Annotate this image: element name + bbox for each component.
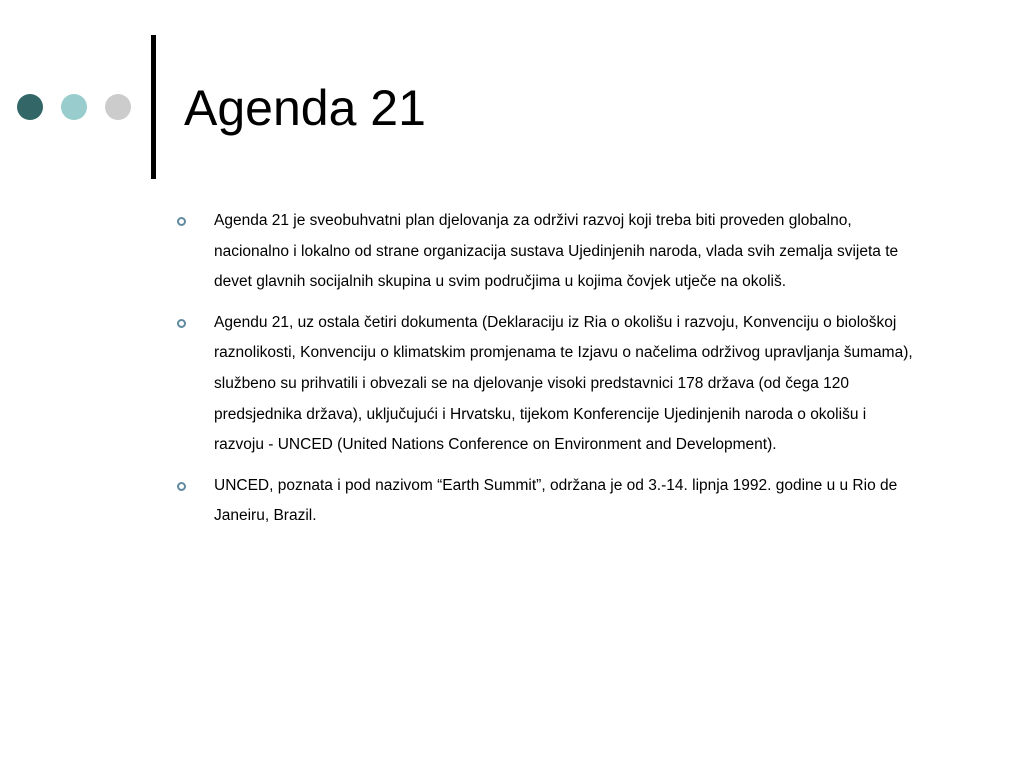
- decorative-dots: [17, 94, 131, 120]
- title-divider: [151, 35, 156, 179]
- circle-bullet-icon: [177, 482, 186, 491]
- slide-title: Agenda 21: [184, 80, 426, 136]
- light-teal-dot: [61, 94, 87, 120]
- bullet-text: Agenda 21 je sveobuhvatni plan djelovanja za održivi razvoj koji treba biti proveden globalno, nacionalno i lokalno od strane organizacija sustava Ujedinjenih naroda, vlada svih zemalja svijeta te devet glavnih socijalnih skupina u svim područjima u kojima čovjek utječe na okoliš.: [214, 212, 899, 291]
- bullet-item: [175, 206, 920, 298]
- bullet-item: [175, 308, 920, 461]
- bullet-item: [175, 471, 920, 532]
- dark-teal-dot: [17, 94, 43, 120]
- bullet-text: Agendu 21, uz ostala četiri dokumenta (Deklaraciju iz Ria o okolišu i razvoju, Konvenciju o biološkoj raznolikosti, Konvenciju o klimatskim promjenama te Izjavu o načelima održivog upravljanja šumama), službeno su prihvatili i obvezali se na djelovanje visoki predstavnici 178 država (od čega 120 predsjednika država), uključujući i Hrvatsku, tijekom Konferencije Ujedinjenih naroda o okolišu i razvoju - UNCED (United Nations Conference on Environment and Development).: [214, 313, 913, 454]
- gray-dot: [105, 94, 131, 120]
- bullet-list: [175, 206, 920, 542]
- circle-bullet-icon: [177, 319, 186, 328]
- circle-bullet-icon: [177, 217, 186, 226]
- bullet-text: UNCED, poznata i pod nazivom “Earth Summit”, održana je od 3.-14. lipnja 1992. godine u u Rio de Janeiru, Brazil.: [214, 476, 898, 525]
